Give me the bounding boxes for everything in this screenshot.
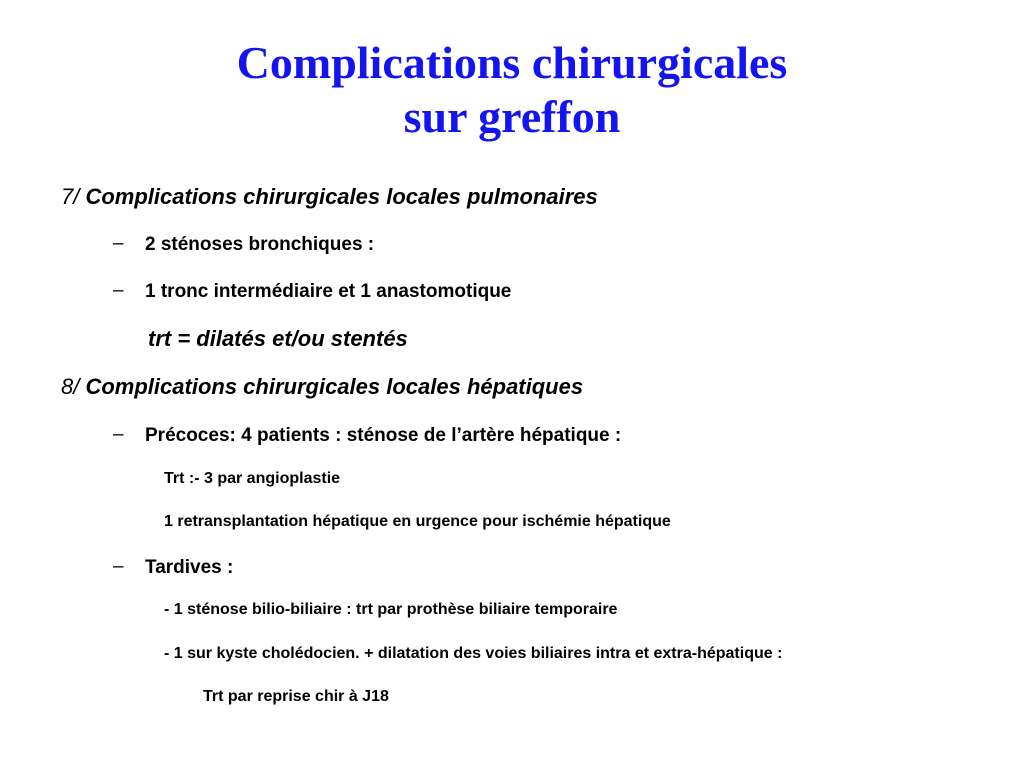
section-8-heading-text: Complications chirurgicales locales hépatiques [85,374,584,399]
section-8-early-sub-1: Trt :- 3 par angioplastie [164,470,341,487]
bullet-dash: – [113,556,124,577]
bullet-dash: – [113,233,124,254]
title-line-1: Complications chirurgicales [236,37,788,88]
section-8-late-subsub: Trt par reprise chir à J18 [203,688,389,705]
section-8-late-sub-2: - 1 sur kyste cholédocien. + dilatation des voies biliaires intra et extra-hépatique : [164,645,783,662]
section-8-late-label: Tardives : [145,557,234,578]
section-8-number: 8/ [61,374,80,399]
section-7-item-1: 2 sténoses bronchiques : [145,234,375,255]
bullet-dash: – [113,280,124,301]
slide-title [0,36,1024,144]
section-7-item-2: 1 tronc intermédiaire et 1 anastomotique [145,281,512,302]
section-8-early-sub-2: 1 retransplantation hépatique en urgence pour ischémie hépatique [164,513,671,530]
section-7-heading [61,184,598,210]
section-8-heading [61,374,583,400]
section-7-number: 7/ [61,184,80,209]
title-line-2: sur greffon [403,91,621,142]
bullet-dash: – [113,424,124,445]
section-7-treatment: trt = dilatés et/ou stentés [148,326,408,351]
section-8-early-label: Précoces: 4 patients : sténose de l’artère hépatique : [145,425,622,446]
section-7-heading-text: Complications chirurgicales locales pulmonaires [85,184,598,209]
section-8-late-sub-1: - 1 sténose bilio-biliaire : trt par prothèse biliaire temporaire [164,601,618,618]
